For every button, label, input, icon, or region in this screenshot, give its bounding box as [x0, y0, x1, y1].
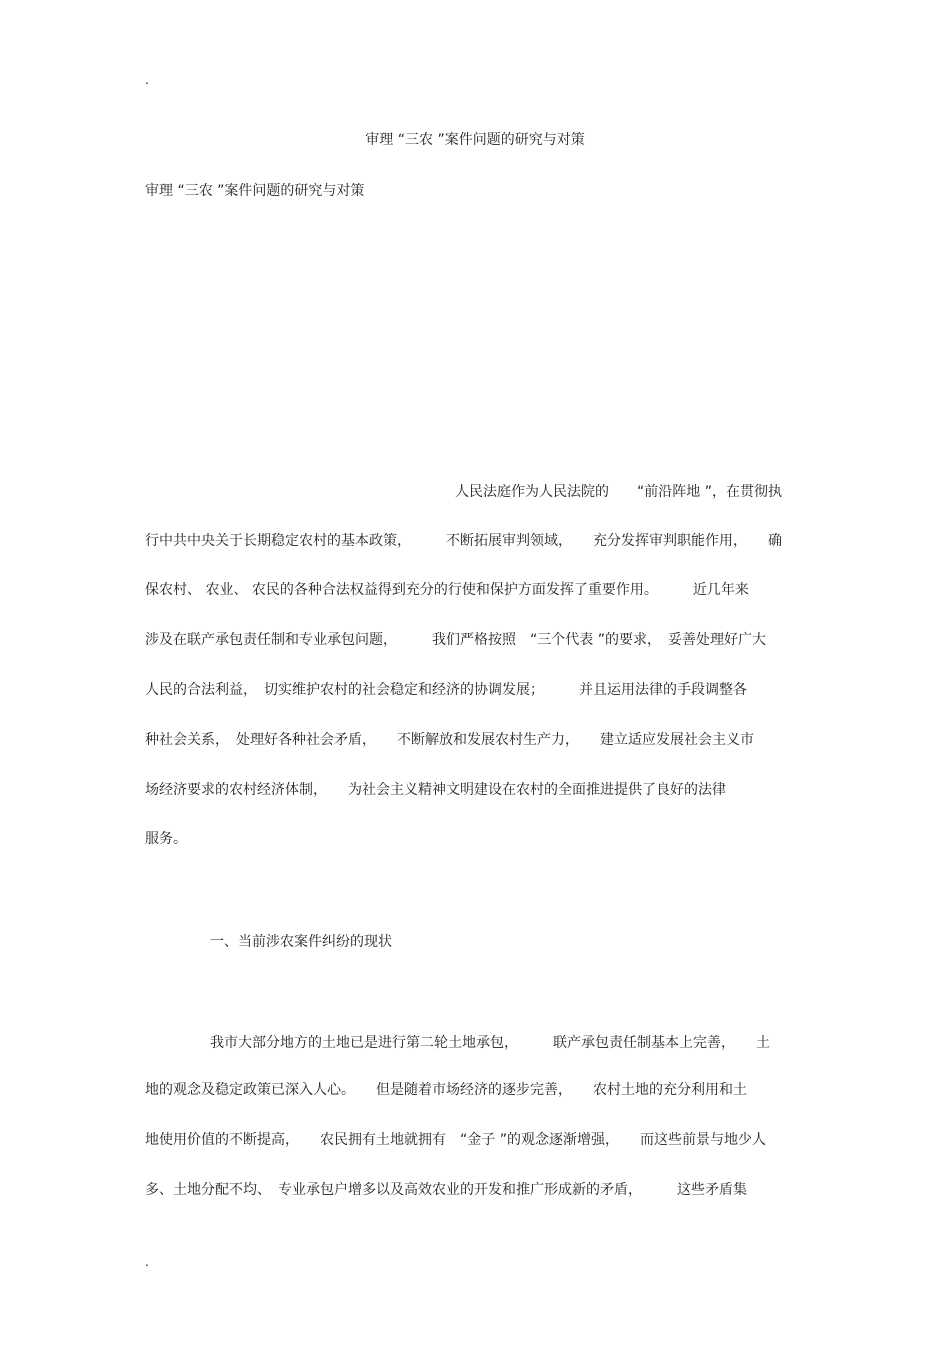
para1-line-7: 场经济要求的农村经济体制， 为社会主义精神文明建设在农村的全面推进提供了良好的法律	[145, 782, 726, 798]
page-marker-top: .	[145, 73, 149, 87]
para1-line-6: 种社会关系， 处理好各种社会矛盾， 不断解放和发展农村生产力， 建立适应发展社会主义市	[145, 732, 754, 748]
para1-line-3: 保农村、 农业、 农民的各种合法权益得到充分的行使和保护方面发挥了重要作用。 近几年来	[145, 582, 749, 598]
para2-line-1: 我市大部分地方的土地已是进行第二轮土地承包， 联产承包责任制基本上完善， 土	[210, 1035, 770, 1051]
document-subtitle: 审理 “三农 ”案件问题的研究与对策	[145, 183, 365, 199]
para1-line-1: 人民法庭作为人民法院的 “前沿阵地 ”，在贯彻执	[455, 484, 782, 500]
para2-line-2: 地的观念及稳定政策已深入人心。 但是随着市场经济的逐步完善， 农村土地的充分利用和土	[145, 1082, 747, 1098]
para1-line-8: 服务。	[145, 831, 187, 847]
para2-line-3: 地使用价值的不断提高， 农民拥有土地就拥有 “金子 ”的观念逐渐增强， 而这些前景与地少人	[145, 1132, 766, 1148]
para1-line-4: 涉及在联产承包责任制和专业承包问题， 我们严格按照 “三个代表 ”的要求， 妥善处理好广大	[145, 632, 766, 648]
para2-line-4: 多、土地分配不均、 专业承包户增多以及高效农业的开发和推广形成新的矛盾， 这些矛盾集	[145, 1182, 747, 1198]
para1-line-5: 人民的合法利益， 切实维护农村的社会稳定和经济的协调发展； 并且运用法律的手段调整各	[145, 682, 747, 698]
section-heading-1: 一、当前涉农案件纠纷的现状	[210, 934, 392, 950]
document-title: 审理 “三农 ”案件问题的研究与对策	[365, 132, 585, 148]
para1-line-2: 行中共中央关于长期稳定农村的基本政策， 不断拓展审判领域， 充分发挥审判职能作用， 确	[145, 533, 782, 549]
page-marker-bottom: .	[145, 1255, 149, 1269]
